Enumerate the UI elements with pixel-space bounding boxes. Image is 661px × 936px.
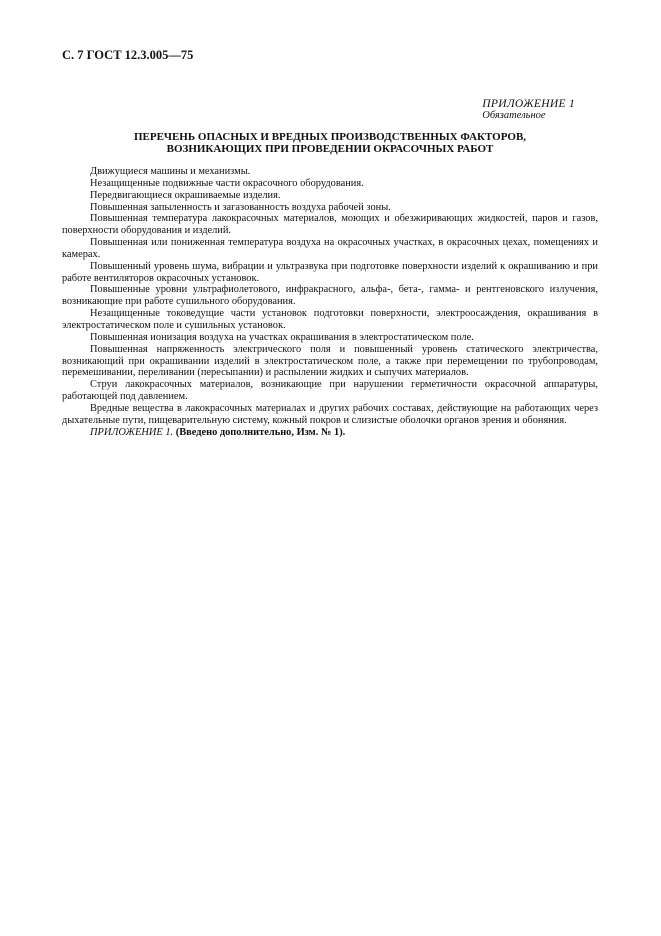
list-item: Передвигающиеся окрашиваемые изделия. — [90, 189, 281, 201]
title-line-1: ПЕРЕЧЕНЬ ОПАСНЫХ И ВРЕДНЫХ ПРОИЗВОДСТВЕННЫХ ФАКТОРОВ, — [133, 131, 527, 143]
appendix-label — [482, 98, 575, 121]
list-item: Незащищенные токоведущие части установок подготовки поверхности, электроосаждения, окрашивания в электростатическом поле и сушильных установок. — [62, 308, 598, 331]
page-header: С. 7 ГОСТ 12.3.005—75 — [62, 48, 194, 62]
list-item: Повышенная напряженность электрического поля и повышенный уровень статического электричества, возникающий при окрашивании изделий в электростатическом поле, а также при перемещении по трубопроводам, перемешивании, переливании (пересыпании) и распылении жидких и сыпучих материалов. — [62, 343, 598, 379]
title-line-2: ВОЗНИКАЮЩИХ ПРИ ПРОВЕДЕНИИ ОКРАСОЧНЫХ РАБОТ — [166, 143, 494, 155]
list-item: Повышенный уровень шума, вибрации и ультразвука при подготовке поверхности изделий к окрашиванию и при работе вентиляторов окрасочных установок. — [62, 260, 598, 284]
appendix-number: ПРИЛОЖЕНИЕ 1 — [482, 98, 575, 110]
note-text: (Введено дополнительно, Изм. № 1). — [175, 426, 346, 438]
amendment-note — [62, 427, 598, 439]
list-item: Незащищенные подвижные части окрасочного оборудования. — [90, 177, 364, 189]
list-item: Движущиеся машины и механизмы. — [90, 166, 251, 177]
factor-list — [62, 166, 598, 438]
list-item: Повышенная или пониженная температура воздуха на окрасочных участках, в окрасочных цехах, помещениях и камерах. — [62, 237, 598, 260]
appendix-status: Обязательное — [482, 110, 546, 121]
document-title — [62, 131, 598, 155]
list-item: Повышенная температура лакокрасочных материалов, моющих и обезжиривающих жидкостей, паров и газов, поверхности оборудования и изделий. — [62, 213, 598, 237]
list-item: Струи лакокрасочных материалов, возникающие при нарушении герметичности окрасочной аппаратуры, работающей под давлением. — [62, 379, 598, 403]
list-item: Повышенная ионизация воздуха на участках окрашивания в электростатическом поле. — [90, 331, 474, 343]
list-item: Вредные вещества в лакокрасочных материалах и других рабочих составах, действующие на работающих через дыхательные пути, пищеварительную систему, кожный покров и слизистые оболочки органов зрения и обоняния. — [62, 402, 598, 426]
note-reference: ПРИЛОЖЕНИЕ 1. — [90, 426, 174, 438]
list-item: Повышенные уровни ультрафиолетового, инфракрасного, альфа-, бета-, гамма- и рентгеновского излучения, возникающие при работе сушильного оборудования. — [62, 284, 598, 308]
list-item: Повышенная запыленность и загазованность воздуха рабочей зоны. — [90, 201, 391, 213]
